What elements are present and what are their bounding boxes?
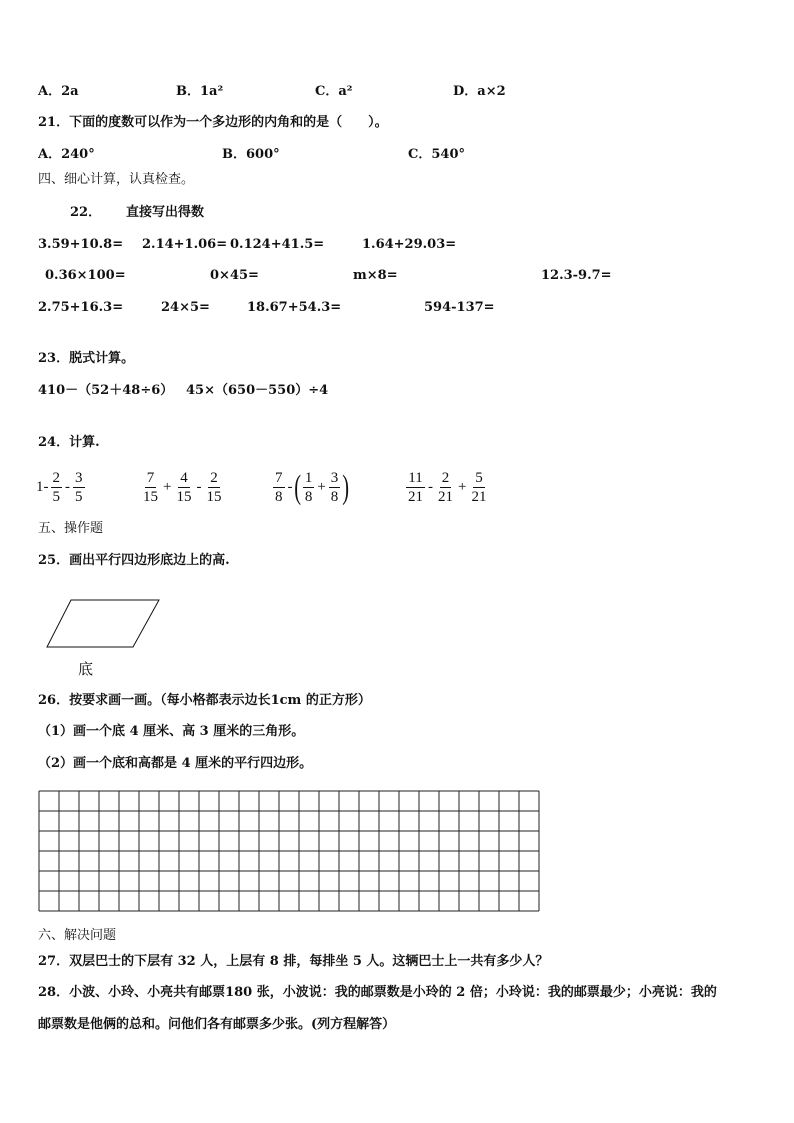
expression-2: 45×（650－550）÷4 bbox=[186, 383, 329, 398]
calc-item: 1.64+29.03= bbox=[362, 237, 457, 252]
numerator: 11 bbox=[408, 470, 423, 486]
question-23-title: 23．脱式计算。 bbox=[38, 351, 135, 366]
operator: + bbox=[163, 479, 172, 495]
question-28-line2: 邮票数是他俩的总和。问他们各有邮票多少张。(列方程解答） bbox=[38, 1017, 396, 1032]
base-label: 底 bbox=[78, 660, 94, 678]
right-paren: ) bbox=[342, 468, 350, 506]
fraction bbox=[469, 469, 488, 506]
expr-lead: 1- bbox=[36, 479, 49, 495]
operator: - bbox=[287, 479, 293, 495]
fraction-expression-4 bbox=[404, 469, 490, 506]
numerator: 1 bbox=[304, 470, 313, 486]
numerator: 7 bbox=[275, 470, 283, 486]
calc-item: 24×5= bbox=[161, 300, 210, 315]
numerator: 5 bbox=[475, 470, 483, 486]
calc-item: m×8= bbox=[353, 268, 398, 283]
numerator: 2 bbox=[210, 470, 218, 486]
fraction bbox=[329, 469, 341, 506]
fraction-expression-1 bbox=[36, 469, 87, 506]
operator: + bbox=[458, 479, 467, 495]
question-26-sub1: （1）画一个底 4 厘米、高 3 厘米的三角形。 bbox=[38, 724, 305, 739]
calc-item: 2.75+16.3= bbox=[38, 300, 124, 315]
calc-item: 3.59+10.8= bbox=[38, 237, 124, 252]
fraction bbox=[204, 469, 223, 506]
numerator: 3 bbox=[75, 470, 83, 486]
fraction-expression-3 bbox=[271, 469, 350, 506]
denominator: 15 bbox=[143, 489, 158, 505]
denominator: 15 bbox=[206, 489, 222, 505]
denominator: 21 bbox=[471, 489, 487, 505]
denominator: 8 bbox=[275, 489, 283, 505]
option-d: D．a×2 bbox=[453, 84, 506, 99]
fraction bbox=[51, 469, 63, 506]
fraction bbox=[273, 469, 285, 506]
question-27: 27．双层巴士的下层有 32 人，上层有 8 排，每排坐 5 人。这辆巴士上一共有多少人？ bbox=[38, 954, 549, 969]
fraction-expression-2 bbox=[139, 469, 225, 506]
calc-item: 12.3-9.7= bbox=[541, 268, 612, 283]
denominator: 15 bbox=[176, 489, 192, 505]
square-grid bbox=[38, 790, 542, 914]
operator: - bbox=[65, 479, 70, 495]
question-22-number: 22． bbox=[70, 205, 102, 220]
expression-1: 410－（52＋48÷6） bbox=[38, 383, 174, 398]
numerator: 7 bbox=[146, 470, 155, 486]
fraction bbox=[303, 469, 315, 506]
denominator: 8 bbox=[330, 489, 339, 505]
calc-item: 0×45= bbox=[210, 268, 259, 283]
numerator: 3 bbox=[330, 470, 339, 486]
numerator: 2 bbox=[441, 470, 450, 486]
section-heading-5: 五、操作题 bbox=[38, 521, 104, 536]
calc-item: 594-137= bbox=[424, 300, 495, 315]
question-24-title: 24．计算. bbox=[38, 435, 100, 450]
denominator: 5 bbox=[75, 489, 83, 505]
operator: - bbox=[428, 479, 433, 495]
question-28-line1: 28．小波、小玲、小亮共有邮票180 张，小波说：我的邮票数是小玲的 2 倍；小玲说：我的邮票最少；小亮说：我的 bbox=[38, 985, 717, 1000]
operator: + bbox=[317, 479, 326, 495]
calc-item: 0.124+41.5= bbox=[230, 237, 325, 252]
denominator: 8 bbox=[304, 489, 313, 505]
fraction bbox=[73, 469, 85, 506]
question-26-sub2: （2）画一个底和高都是 4 厘米的平行四边形。 bbox=[38, 756, 313, 771]
denominator: 5 bbox=[52, 489, 60, 505]
section-heading-4: 四、细心计算，认真检查。 bbox=[38, 172, 195, 187]
q21-option-a: A．240° bbox=[38, 147, 95, 162]
calc-item: 2.14+1.06= bbox=[142, 237, 228, 252]
fraction bbox=[174, 469, 193, 506]
question-26-title: 26．按要求画一画。（每小格都表示边长1cm 的正方形） bbox=[38, 693, 371, 708]
option-b: B．1a² bbox=[176, 84, 224, 99]
denominator: 21 bbox=[438, 489, 453, 505]
numerator: 4 bbox=[180, 470, 188, 486]
calc-item: 0.36×100= bbox=[45, 268, 126, 283]
question-21-stem: 21．下面的度数可以作为一个多边形的内角和的是（ ）。 bbox=[38, 115, 388, 130]
denominator: 21 bbox=[408, 489, 423, 505]
fraction bbox=[406, 469, 425, 506]
numerator: 2 bbox=[52, 470, 60, 486]
option-a: A．2a bbox=[38, 84, 79, 99]
calc-item: 18.67+54.3= bbox=[247, 300, 342, 315]
fraction bbox=[436, 469, 455, 506]
q21-option-b: B．600° bbox=[222, 147, 280, 162]
option-c: C．a² bbox=[315, 84, 353, 99]
parallelogram bbox=[47, 600, 159, 647]
q21-option-c: C．540° bbox=[408, 147, 465, 162]
fraction bbox=[141, 469, 160, 506]
section-heading-6: 六、解决问题 bbox=[38, 928, 117, 943]
operator: - bbox=[196, 479, 202, 495]
left-paren: ( bbox=[293, 468, 301, 506]
question-22-title: 直接写出得数 bbox=[126, 205, 205, 220]
parallelogram-figure bbox=[44, 597, 164, 651]
question-25-title: 25．画出平行四边形底边上的高. bbox=[38, 553, 230, 568]
